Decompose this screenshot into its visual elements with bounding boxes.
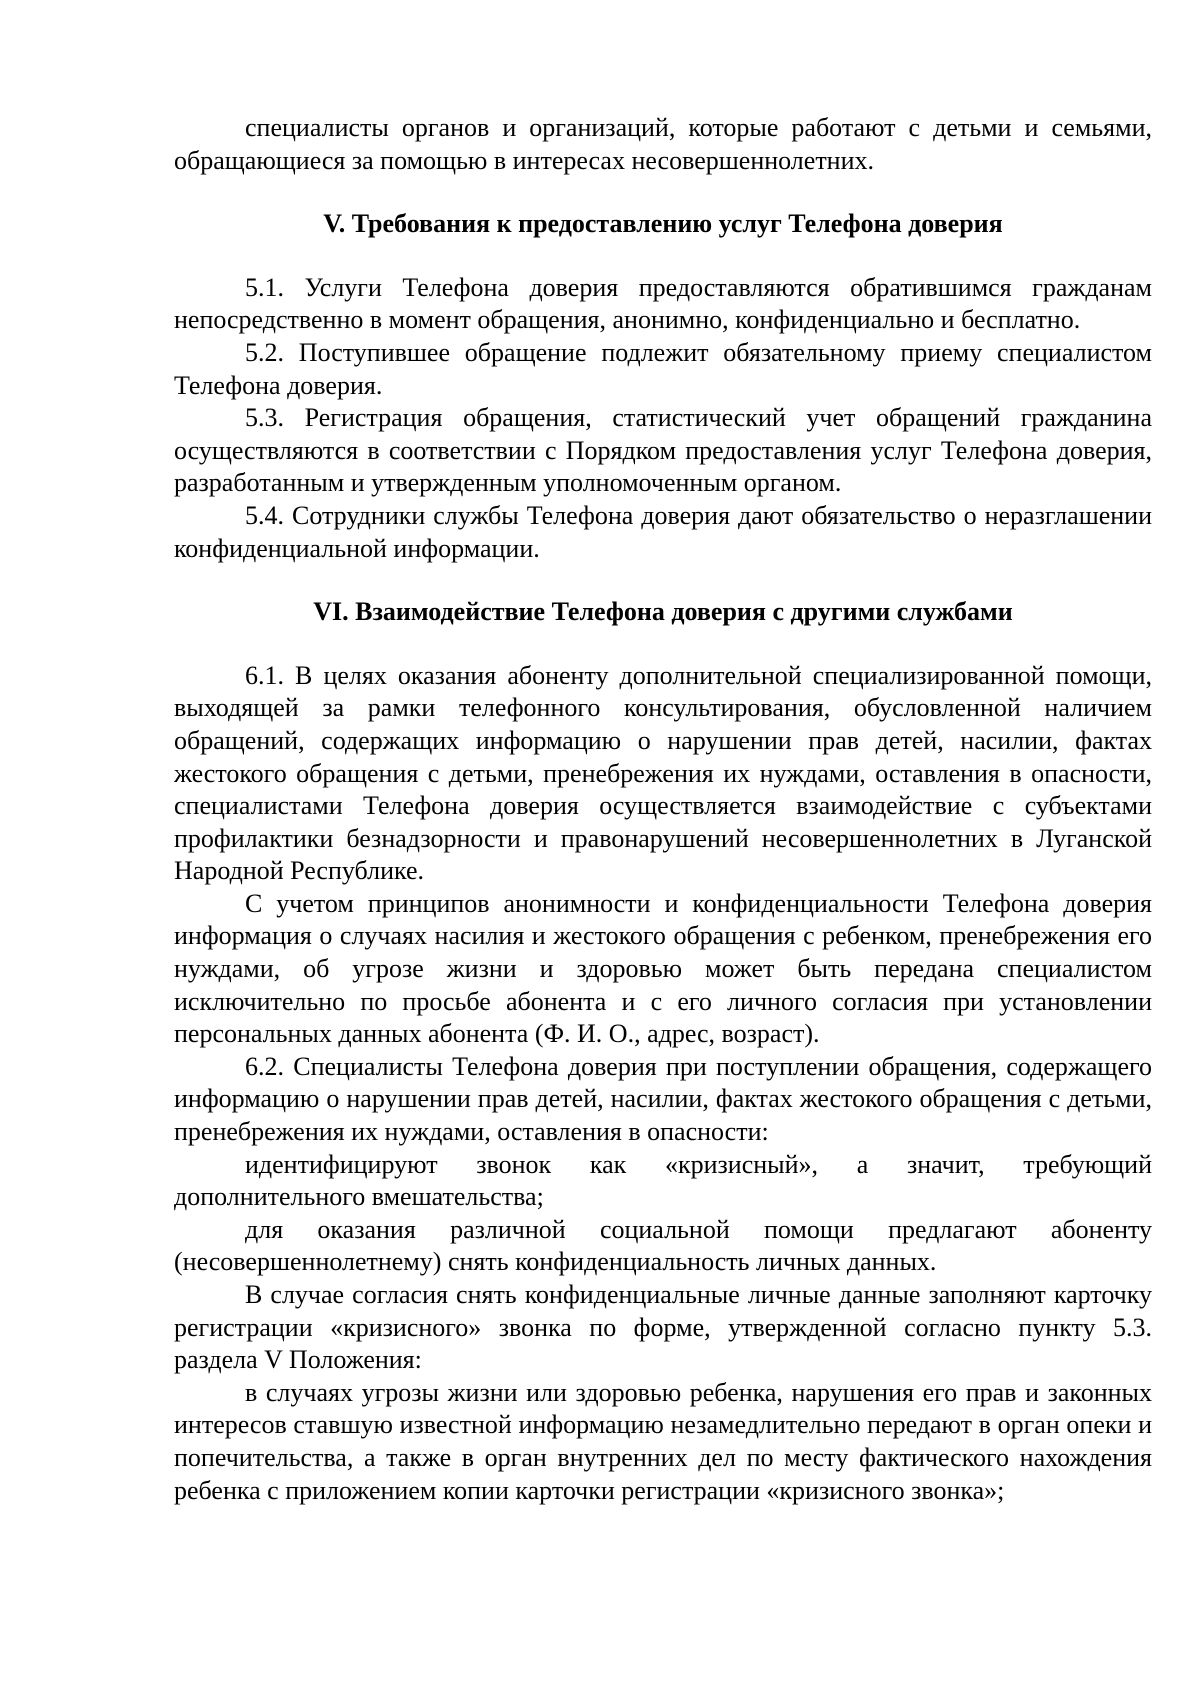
spacer	[174, 177, 1152, 208]
paragraph-6-1-confidentiality: С учетом принципов анонимности и конфиденциальности Телефона доверия информация о случаях насилия и жестокого обращения с ребенком, пренебрежения его нуждами, об угрозе жизни и здоровью может быть передана специалистом исключительно по просьбе абонента и с его личного согласия при установлении персональных данных абонента (Ф. И. О., адрес, возраст).	[174, 888, 1152, 1049]
list-item-offer-help: для оказания различной социальной помощи предлагают абоненту (несовершеннолетнему) снять конфиденциальность личных данных.	[174, 1214, 1152, 1277]
spacer	[174, 565, 1152, 596]
paragraph-5-3: 5.3. Регистрация обращения, статистический учет обращений гражданина осуществляются в соответствии с Порядком предоставления услуг Телефона доверия, разработанным и утвержденным уполномоченным органом.	[174, 403, 1152, 498]
paragraph-5-4: 5.4. Сотрудники службы Телефона доверия дают обязательство о неразглашении конфиденциальной информации.	[174, 500, 1152, 563]
paragraph-5-1: 5.1. Услуги Телефона доверия предоставляются обратившимся гражданам непосредственно в момент обращения, анонимно, конфиденциально и бесплатно.	[174, 272, 1152, 335]
paragraph-consent: В случае согласия снять конфиденциальные личные данные заполняют карточку регистрации «кризисного» звонка по форме, утвержденной согласно пункту 5.3. раздела V Положения:	[174, 1280, 1152, 1375]
spacer	[174, 241, 1152, 272]
list-item-threat-cases: в случаях угрозы жизни или здоровью ребенка, нарушения его прав и законных интересов ставшую известной информацию незамедлительно передают в орган опеки и попечительства, а также в орган внутренних дел по месту фактического нахождения ребенка с приложением копии карточки регистрации «кризисного звонка»;	[174, 1377, 1152, 1505]
paragraph-6-2: 6.2. Специалисты Телефона доверия при поступлении обращения, содержащего информацию о нарушении прав детей, насилии, фактах жестокого обращения с детьми, пренебрежения их нуждами, оставления в опасности:	[174, 1051, 1152, 1147]
paragraph-5-2: 5.2. Поступившее обращение подлежит обязательному приему специалистом Телефона доверия.	[174, 337, 1152, 400]
list-item-identify-call: идентифицируют звонок как «кризисный», а значит, требующий дополнительного вмешательства;	[174, 1149, 1152, 1212]
document-body	[174, 112, 1152, 1507]
spacer	[174, 629, 1152, 660]
paragraph-6-1: 6.1. В целях оказания абоненту дополнительной специализированной помощи, выходящей за рамки телефонного консультирования, обусловленной наличием обращений, содержащих информацию о нарушении прав детей, насилии, фактах жестокого обращения с детьми, пренебрежения их нуждами, оставления в опасности, специалистами Телефона доверия осуществляется взаимодействие с субъектами профилактики безнадзорности и правонарушений несовершеннолетних в Луганской Народной Республике.	[174, 660, 1152, 886]
intro-paragraph: специалисты органов и организаций, которые работают с детьми и семьями, обращающиеся за помощью в интересах несовершеннолетних.	[174, 113, 1152, 175]
section-6-heading: VI. Взаимодействие Телефона доверия с другими службами	[313, 597, 1013, 627]
section-5-heading: V. Требования к предоставлению услуг Телефона доверия	[323, 209, 1003, 239]
